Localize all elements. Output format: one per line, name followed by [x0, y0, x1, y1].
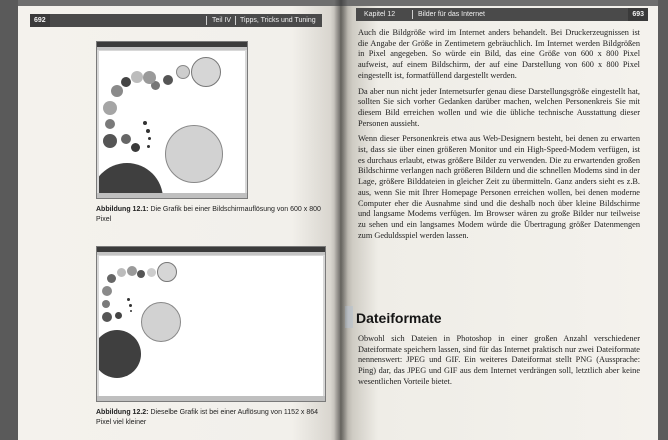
- circle: [148, 137, 151, 140]
- figure-2-caption-text: Dieselbe Grafik ist bei einer Auflösung von 1152 x 864 Pixel viel kleiner: [96, 409, 319, 426]
- figure-2-screenshot: [96, 246, 326, 402]
- section-heading: Dateiformate: [356, 310, 442, 326]
- header-separator: [412, 10, 413, 19]
- figure-2-caption-label: Abbildung 12.2:: [96, 409, 149, 416]
- figure-2-caption: [96, 408, 328, 428]
- figure-1-screenshot: [96, 41, 248, 199]
- figure-2-canvas: [99, 256, 323, 396]
- circle: [143, 71, 156, 84]
- part-title: Tipps, Tricks und Tuning: [240, 17, 316, 24]
- circle: [176, 65, 190, 79]
- paragraph: Obwohl sich Dateien in Photoshop in einer großen Anzahl verschiedener Dateiformate speichern lassen, sind für das Internet praktisch nur zwei Dateiformate nennenswert: JPEG und GIF. Ein weiteres Dateiformat stellt PNG (Aussprache: Ping) dar, das JPEG und GIF aus dem Internet verdrängen soll, letztlich aber keine wesentlichen Vorteile bietet.: [358, 334, 640, 386]
- circle: [129, 304, 132, 307]
- circle: [121, 134, 131, 144]
- circle: [103, 101, 117, 115]
- left-book-edge: [0, 0, 18, 440]
- body-text-block: [358, 28, 640, 246]
- figure-1-menubar: [97, 47, 247, 50]
- right-page-number: 693: [628, 8, 648, 21]
- circle: [143, 121, 147, 125]
- part-label: Teil IV: [212, 17, 232, 24]
- chapter-title: Bilder für das Internet: [418, 11, 485, 18]
- circle: [111, 85, 123, 97]
- left-page: [18, 6, 340, 440]
- chapter-label: Kapitel 12: [364, 11, 396, 18]
- figure-1-caption: [96, 205, 326, 225]
- section-text-block: [358, 334, 640, 393]
- page-gutter: [334, 0, 348, 440]
- figure-1-statusbar: [97, 193, 247, 198]
- right-page-header: [356, 8, 648, 21]
- circle: [130, 310, 132, 312]
- circle: [147, 145, 150, 148]
- circle: [121, 77, 131, 87]
- circle: [127, 298, 130, 301]
- left-page-header: [30, 14, 322, 27]
- paragraph: Auch die Bildgröße wird im Internet anders behandelt. Bei Druckerzeugnissen ist die Angabe der Größe in Zentimetern gebräuchlich. Im Internet werden Bildgrößen in Pixel angegeben. So würde ein Bild, das eine Größe von 600 x 800 Pixel aufweist, auf einem Bildschirm, der auf eine Darstellung von 600 x 800 Pixel eingestellt ist, formatfüllend dargestellt werden.: [358, 28, 640, 80]
- figure-1-caption-label: Abbildung 12.1:: [96, 206, 149, 213]
- circle: [107, 274, 116, 283]
- circle: [103, 134, 117, 148]
- paragraph: Da aber nun nicht jeder Internetsurfer genau diese Darstellungsgröße eingestellt hat, sollten Sie sich vorher Gedanken darüber machen, welchen Personenkreis Sie mit diesem Bild erreichen wollen und wie die übliche technische Ausstattung dieser Personen aussieht.: [358, 86, 640, 128]
- header-separator: [235, 16, 236, 25]
- figure-1-caption-text: Die Grafik bei einer Bildschirmauflösung von 600 x 800 Pixel: [96, 206, 321, 223]
- circle: [163, 75, 173, 85]
- circle: [117, 268, 126, 277]
- circle: [165, 125, 223, 183]
- circle: [191, 57, 221, 87]
- circle: [105, 119, 115, 129]
- circle: [102, 300, 110, 308]
- figure-2-statusbar: [97, 396, 325, 401]
- circle: [147, 268, 156, 277]
- circle: [115, 312, 122, 319]
- left-page-number: 692: [30, 14, 50, 27]
- circle: [99, 163, 163, 193]
- circle: [102, 286, 112, 296]
- figure-1-canvas: [99, 51, 245, 193]
- circle: [131, 71, 143, 83]
- circle: [157, 262, 177, 282]
- circle: [131, 143, 140, 152]
- circle: [99, 330, 141, 378]
- paragraph: Wenn dieser Personenkreis etwa aus Web-Designern besteht, bei denen zu erwarten ist, dass sie über einen größeren Monitor und ein High-Speed-Modem verfügen, ist es durchaus erlaubt, etwas größere Bilder zu verwenden. Die zu erwartenden großen Bildschirme verlangen nach größeren Bildern und die schnellen Modems sind in der Lage, größere Bilddateien in gleicher Zeit zu übermitteln. Ganz anders sieht es z.B. aus, wenn Sie mit Ihrer Homepage Personen erreichen wollen, bei denen moderne Computer eher die Ausnahme sind und die deshalb noch über kleine Bildschirme und langsame Modems verfügen. Im Browser wären zu große Bilder nur teilweise zu sehen und ein langsames Modem würde die Übertragung größer Datenmengen zum Geduldsspiel werden lassen.: [358, 134, 640, 240]
- circle: [137, 270, 145, 278]
- circle: [146, 129, 150, 133]
- circle: [141, 302, 181, 342]
- right-book-edge: [658, 0, 668, 440]
- circle: [102, 312, 112, 322]
- circle: [127, 266, 137, 276]
- figure-2-menubar: [97, 252, 325, 255]
- header-separator: [206, 16, 207, 25]
